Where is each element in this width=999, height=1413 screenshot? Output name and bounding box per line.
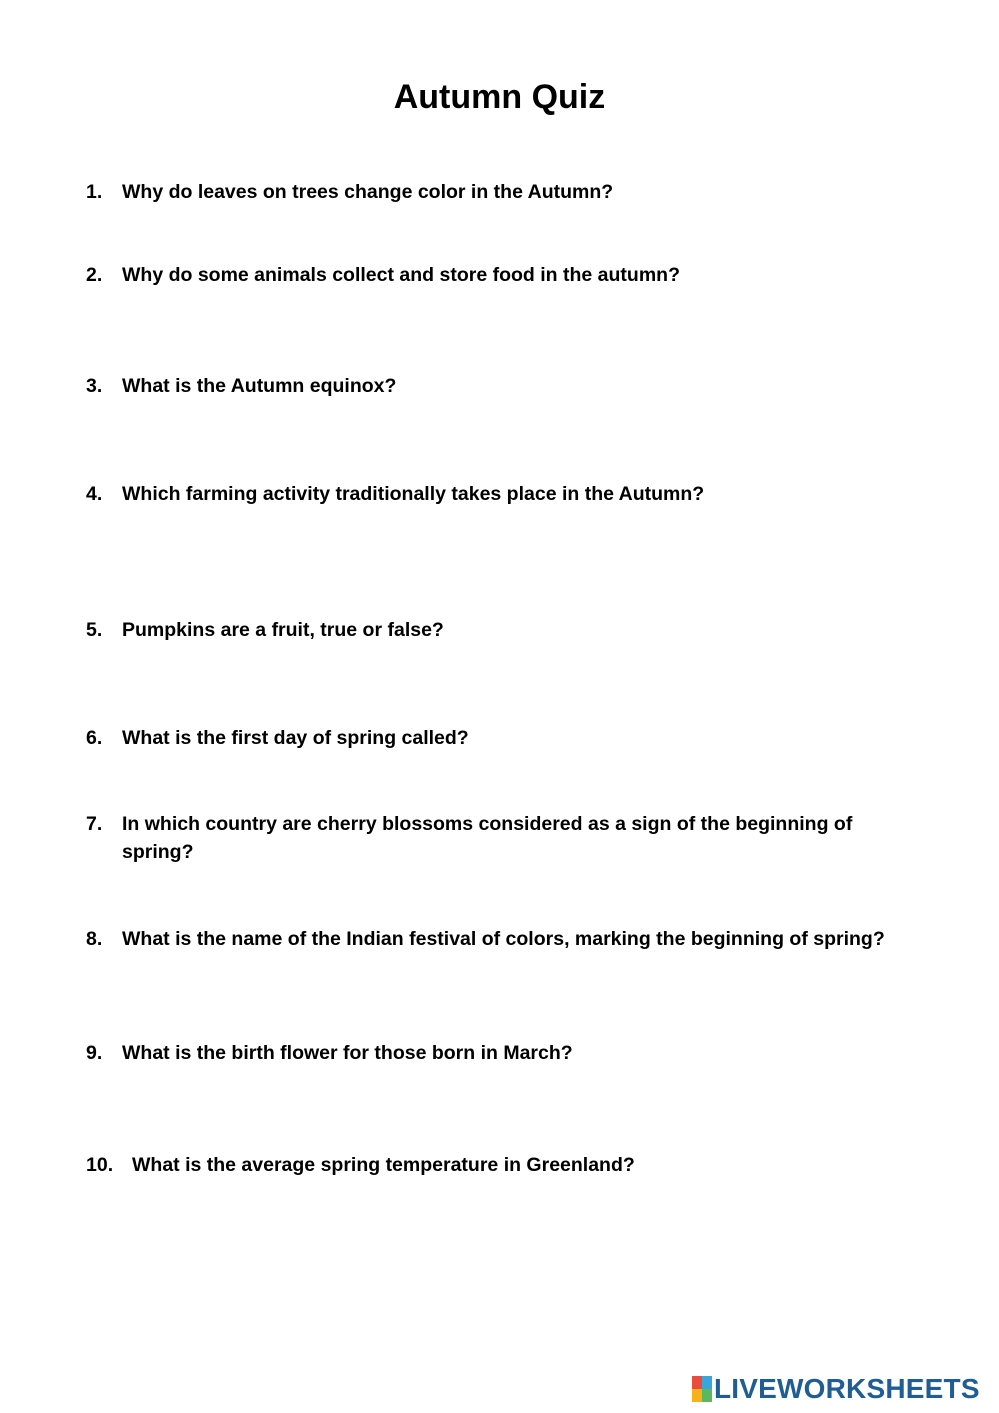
question-item (86, 616, 916, 644)
question-text: What is the birth flower for those born in March? (122, 1042, 573, 1064)
question-text: Why do leaves on trees change color in the Autumn? (122, 181, 614, 203)
question-number: 4. (86, 483, 103, 505)
brand-name: LIVEWORKSHEETS (714, 1373, 980, 1404)
question-number: 6. (86, 727, 103, 749)
question-text: Which farming activity traditionally takes place in the Autumn? (122, 483, 705, 505)
liveworksheets-logo-icon (692, 1376, 712, 1402)
question-item (86, 261, 916, 289)
question-number: 7. (86, 813, 103, 835)
question-item (86, 178, 916, 206)
question-number: 9. (86, 1042, 103, 1064)
question-number: 8. (86, 928, 103, 950)
question-item (86, 480, 916, 508)
question-number: 3. (86, 375, 103, 397)
question-item (86, 925, 916, 953)
question-text: What is the Autumn equinox? (122, 375, 397, 397)
question-number: 5. (86, 619, 103, 641)
question-item (86, 810, 916, 866)
question-item (86, 724, 916, 752)
question-text: Why do some animals collect and store food in the autumn? (122, 264, 680, 286)
question-item (86, 372, 916, 400)
question-number: 1. (86, 181, 103, 203)
question-text: In which country are cherry blossoms considered as a sign of the beginning of spring? (122, 813, 853, 863)
question-number: 10. (86, 1154, 114, 1176)
page-title: Autumn Quiz (393, 78, 606, 116)
question-item (86, 1039, 916, 1067)
liveworksheets-branding[interactable] (692, 1374, 980, 1404)
question-number: 2. (86, 264, 103, 286)
question-text: Pumpkins are a fruit, true or false? (122, 619, 444, 641)
question-text: What is the name of the Indian festival of colors, marking the beginning of spring? (122, 928, 885, 950)
question-item (86, 1151, 916, 1179)
question-text: What is the first day of spring called? (122, 727, 469, 749)
question-text: What is the average spring temperature in Greenland? (132, 1154, 635, 1176)
